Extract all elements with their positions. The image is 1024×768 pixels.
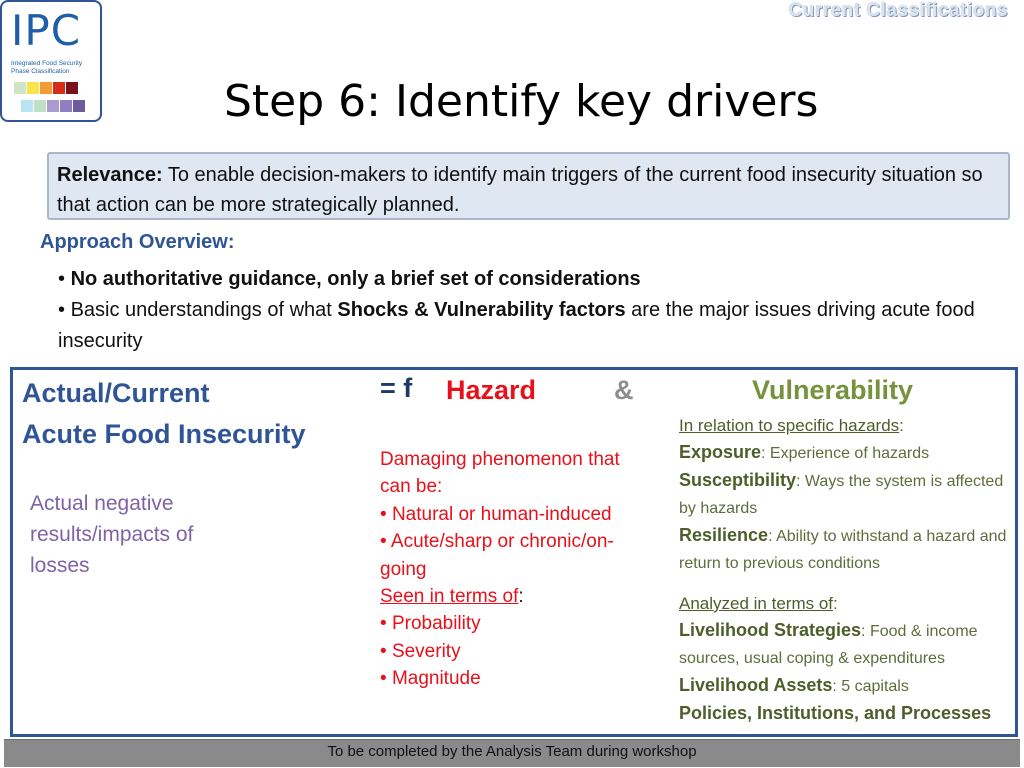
vuln-susceptibility — [679, 467, 1019, 522]
hazard-item-text: Acute/sharp or chronic/on-going — [380, 531, 614, 580]
hazard-seen-label: Seen in terms of — [380, 586, 519, 608]
hazard-seen-line — [380, 583, 655, 610]
hazard-intro: Damaging phenomenon that can be: — [380, 449, 620, 498]
vuln-susceptibility-label: Susceptibility — [679, 470, 797, 490]
logo-swatch — [47, 100, 59, 112]
actual-heading-line1: Actual/Current — [22, 378, 210, 408]
vuln-analyzed-label: Analyzed in terms of — [679, 594, 834, 613]
actual-description: Actual negative results/impacts of losses — [30, 492, 194, 577]
logo-swatch — [21, 100, 33, 112]
vuln-relation-colon: : — [899, 416, 904, 435]
vuln-assets-text: : 5 capitals — [832, 678, 909, 695]
hazard-heading: Hazard — [446, 375, 537, 405]
hazard-item: • Acute/sharp or chronic/on-going — [380, 531, 614, 580]
vuln-exposure — [679, 439, 1019, 467]
hazard-details — [380, 446, 655, 693]
vuln-policies-label: Policies, Institutions, and Processes — [679, 703, 992, 723]
vuln-strategies-label: Livelihood Strategies — [679, 620, 862, 640]
hazard-item-text: Severity — [391, 640, 461, 662]
page-title: Step 6: Identify key drivers — [224, 76, 819, 127]
logo-color-swatches — [14, 82, 94, 118]
vulnerability-heading: Vulnerability — [752, 375, 914, 405]
vuln-resilience — [679, 522, 1019, 577]
hazard-item: • Magnitude — [380, 668, 481, 690]
logo-swatch — [53, 82, 65, 94]
vuln-policies — [679, 700, 1019, 727]
hazard-seen-colon: : — [518, 586, 524, 608]
header-tag: Current Classifications — [788, 0, 1008, 21]
approach-heading: Approach Overview: — [40, 231, 235, 253]
approach-bullet-2-pre: Basic understandings of what — [70, 299, 338, 321]
logo-swatch — [66, 82, 78, 94]
vuln-exposure-text: : Experience of hazards — [761, 445, 930, 462]
approach-bullet-1-text: No authoritative guidance, only a brief set of considerations — [70, 268, 641, 290]
logo-swatch — [34, 100, 46, 112]
logo-swatch — [40, 82, 52, 94]
vuln-spacer — [679, 577, 1019, 591]
vuln-analyzed-line — [679, 591, 1019, 617]
vuln-relation-line — [679, 413, 1019, 439]
hazard-item: • Probability — [380, 613, 481, 635]
logo-swatch — [60, 100, 72, 112]
approach-bullet-1: • No authoritative guidance, only a brief set of considerations — [58, 268, 641, 290]
vuln-assets-label: Livelihood Assets — [679, 675, 833, 695]
approach-bullet-2: • Basic understandings of what Shocks & Vulnerability factors are the major issues driving acute food insecurity — [58, 299, 975, 352]
vuln-strategies-text: : Food & income sources, usual coping & expenditures — [679, 623, 978, 667]
ipc-logo — [0, 0, 102, 122]
relevance-box — [47, 152, 1010, 220]
hazard-item-text: Probability — [391, 613, 481, 635]
hazard-item: • Severity — [380, 640, 461, 662]
vuln-exposure-label: Exposure — [679, 442, 762, 462]
relevance-text: To enable decision-makers to identify main triggers of the current food insecurity situation so that action can be more strategically planned. — [57, 164, 983, 216]
ampersand-symbol: & — [614, 375, 634, 405]
vuln-strategies — [679, 617, 1019, 672]
approach-bullet-2-bold: Shocks & Vulnerability factors — [337, 299, 626, 321]
actual-heading-line2: Acute Food Insecurity — [22, 419, 306, 449]
actual-insecurity-heading — [22, 373, 362, 455]
relevance-label: Relevance: — [57, 164, 163, 186]
approach-list — [58, 264, 1008, 357]
hazard-item-text: Magnitude — [391, 668, 481, 690]
vuln-analyzed-colon: : — [833, 594, 838, 613]
hazard-item: • Natural or human-induced — [380, 503, 612, 525]
logo-swatch — [27, 82, 39, 94]
approach-bullet-2-post: are the major issues driving acute food insecurity — [58, 299, 975, 352]
vuln-susceptibility-text: : Ways the system is affected by hazards — [679, 473, 1004, 517]
vulnerability-details — [679, 413, 1019, 727]
vuln-resilience-label: Resilience — [679, 525, 769, 545]
equals-function-symbol: = f — [380, 373, 413, 403]
logo-swatch — [14, 82, 26, 94]
hazard-item-text: Natural or human-induced — [391, 503, 612, 525]
footer-note: To be completed by the Analysis Team during workshop — [327, 743, 697, 760]
logo-acronym: IPC — [11, 6, 82, 55]
vuln-assets — [679, 672, 1019, 700]
vuln-resilience-text: : Ability to withstand a hazard and return to previous conditions — [679, 528, 1007, 572]
vuln-relation-label: In relation to specific hazards — [679, 416, 900, 435]
logo-subtitle: Integrated Food Security Phase Classification — [11, 60, 83, 75]
logo-swatch — [73, 100, 85, 112]
